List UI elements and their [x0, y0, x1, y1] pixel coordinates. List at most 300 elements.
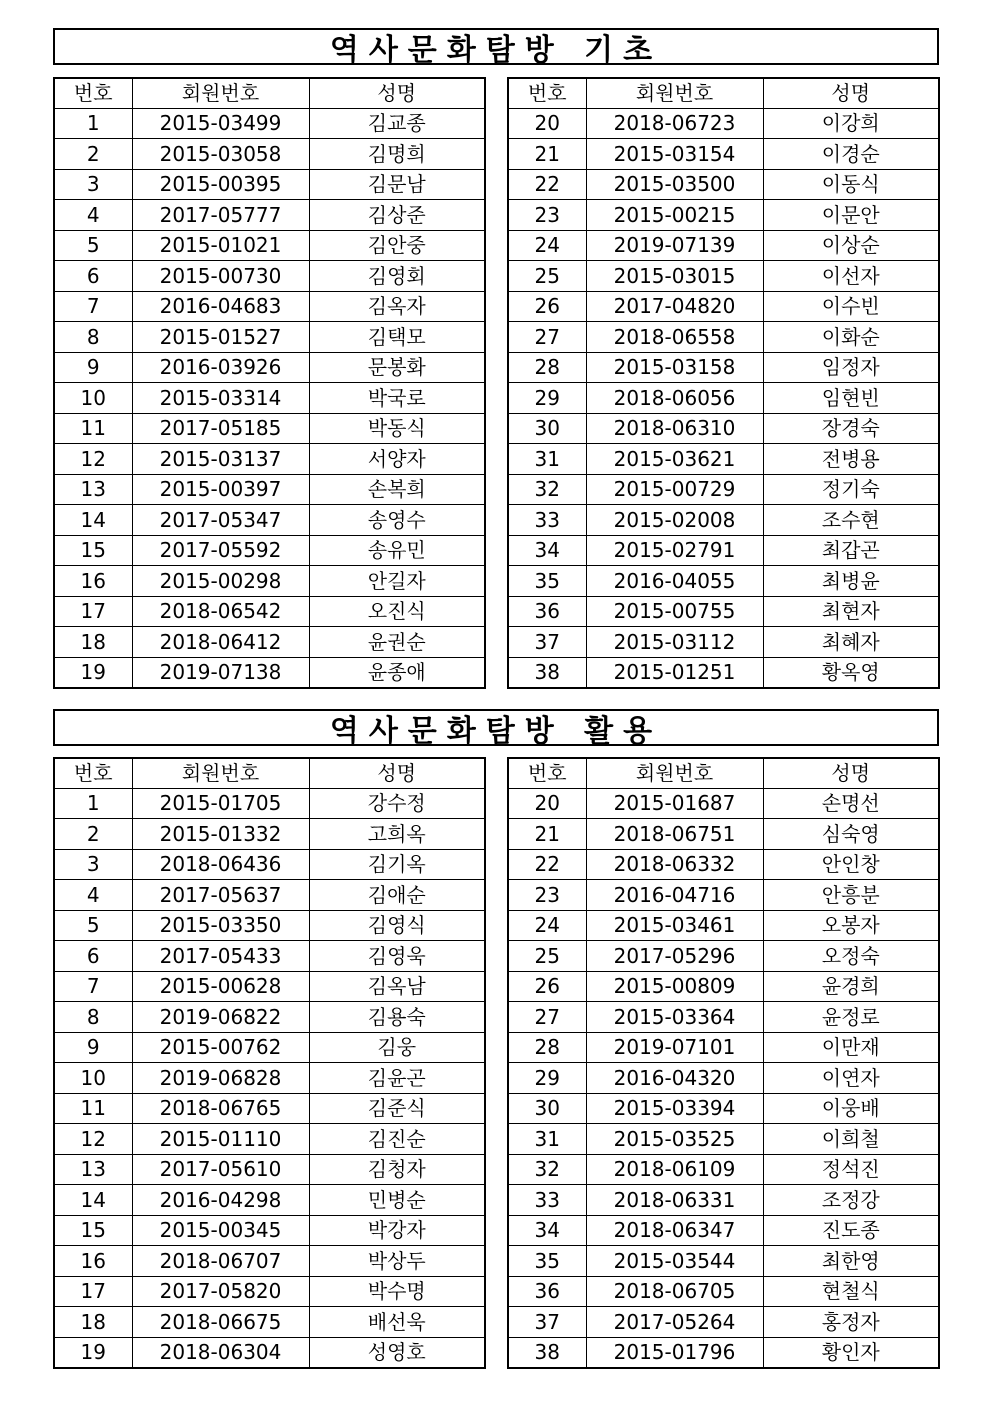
member-id: 2017-04820 [586, 291, 763, 322]
table-row [508, 108, 939, 139]
member-name: 박상두 [309, 1246, 485, 1277]
row-number: 36 [508, 1276, 586, 1307]
member-name: 최현자 [763, 596, 939, 627]
member-name: 안인창 [763, 849, 939, 880]
member-name: 김문남 [309, 169, 485, 200]
member-id: 2015-03158 [586, 352, 763, 383]
member-id: 2017-05185 [132, 413, 309, 444]
row-number: 6 [54, 261, 132, 292]
row-number: 13 [54, 474, 132, 505]
member-id: 2015-00345 [132, 1215, 309, 1246]
row-number: 14 [54, 1185, 132, 1216]
member-id: 2016-04055 [586, 566, 763, 597]
member-id: 2019-06828 [132, 1063, 309, 1094]
member-id: 2017-05610 [132, 1154, 309, 1185]
member-name: 홍정자 [763, 1307, 939, 1338]
row-number: 30 [508, 1093, 586, 1124]
row-number: 4 [54, 200, 132, 231]
row-number: 20 [508, 108, 586, 139]
member-name: 이희철 [763, 1124, 939, 1155]
member-name: 김애순 [309, 880, 485, 911]
member-name: 고희옥 [309, 819, 485, 850]
member-name: 오봉자 [763, 910, 939, 941]
member-id: 2015-00298 [132, 566, 309, 597]
member-id: 2015-00730 [132, 261, 309, 292]
member-name: 이웅배 [763, 1093, 939, 1124]
member-name: 이화순 [763, 322, 939, 353]
table-row [508, 352, 939, 383]
roster-table-basic-right [507, 77, 940, 689]
member-id: 2018-06310 [586, 413, 763, 444]
table-row [54, 819, 485, 850]
table-row [508, 1124, 939, 1155]
table-row [508, 383, 939, 414]
member-name: 손복희 [309, 474, 485, 505]
table-row [54, 1002, 485, 1033]
row-number: 16 [54, 1246, 132, 1277]
member-id: 2018-06558 [586, 322, 763, 353]
column-header-member-name: 성명 [309, 758, 485, 788]
section-title-applied: 역사문화탐방 활용 [53, 709, 939, 746]
member-id: 2018-06675 [132, 1307, 309, 1338]
row-number: 31 [508, 1124, 586, 1155]
table-row [54, 1337, 485, 1368]
row-number: 13 [54, 1154, 132, 1185]
table-row [54, 413, 485, 444]
member-name: 안길자 [309, 566, 485, 597]
member-id: 2015-03154 [586, 139, 763, 170]
row-number: 33 [508, 1185, 586, 1216]
row-number: 7 [54, 971, 132, 1002]
table-row [508, 535, 939, 566]
member-id: 2016-04298 [132, 1185, 309, 1216]
table-row [508, 322, 939, 353]
row-number: 25 [508, 261, 586, 292]
member-id: 2015-00762 [132, 1032, 309, 1063]
member-id: 2018-06765 [132, 1093, 309, 1124]
row-number: 29 [508, 383, 586, 414]
table-row [508, 1215, 939, 1246]
header-row [54, 78, 485, 108]
member-id: 2018-06436 [132, 849, 309, 880]
member-id: 2016-03926 [132, 352, 309, 383]
member-name: 김옥남 [309, 971, 485, 1002]
row-number: 5 [54, 910, 132, 941]
row-number: 34 [508, 1215, 586, 1246]
member-id: 2018-06412 [132, 627, 309, 658]
member-name: 박강자 [309, 1215, 485, 1246]
table-row [54, 1185, 485, 1216]
row-number: 37 [508, 627, 586, 658]
member-name: 김교종 [309, 108, 485, 139]
member-id: 2015-03621 [586, 444, 763, 475]
table-row [508, 1002, 939, 1033]
member-id: 2017-05820 [132, 1276, 309, 1307]
section-title-basic: 역사문화탐방 기초 [53, 28, 939, 65]
member-name: 서양자 [309, 444, 485, 475]
member-name: 이강희 [763, 108, 939, 139]
row-number: 25 [508, 941, 586, 972]
member-name: 박동식 [309, 413, 485, 444]
table-row [54, 627, 485, 658]
member-name: 박수명 [309, 1276, 485, 1307]
table-row [508, 941, 939, 972]
member-id: 2015-00809 [586, 971, 763, 1002]
row-number: 12 [54, 1124, 132, 1155]
member-id: 2018-06723 [586, 108, 763, 139]
member-name: 이수빈 [763, 291, 939, 322]
row-number: 24 [508, 910, 586, 941]
member-name: 강수정 [309, 788, 485, 819]
row-number: 16 [54, 566, 132, 597]
member-name: 민병순 [309, 1185, 485, 1216]
member-id: 2015-02791 [586, 535, 763, 566]
table-row [54, 880, 485, 911]
member-id: 2019-07101 [586, 1032, 763, 1063]
member-name: 정석진 [763, 1154, 939, 1185]
header-row [508, 758, 939, 788]
column-header-member-name: 성명 [763, 78, 939, 108]
row-number: 38 [508, 657, 586, 688]
table-row [54, 200, 485, 231]
member-name: 김진순 [309, 1124, 485, 1155]
table-row [54, 1063, 485, 1094]
table-row [54, 352, 485, 383]
member-name: 김택모 [309, 322, 485, 353]
table-row [508, 1093, 939, 1124]
member-id: 2018-06347 [586, 1215, 763, 1246]
row-number: 9 [54, 1032, 132, 1063]
member-name: 김청자 [309, 1154, 485, 1185]
row-number: 11 [54, 1093, 132, 1124]
member-id: 2018-06705 [586, 1276, 763, 1307]
member-name: 송유민 [309, 535, 485, 566]
header-row [508, 78, 939, 108]
table-row [54, 566, 485, 597]
row-number: 26 [508, 971, 586, 1002]
member-name: 윤종애 [309, 657, 485, 688]
member-id: 2015-02008 [586, 505, 763, 536]
member-name: 전병용 [763, 444, 939, 475]
member-name: 안흥분 [763, 880, 939, 911]
row-number: 10 [54, 383, 132, 414]
member-id: 2017-05777 [132, 200, 309, 231]
member-name: 임정자 [763, 352, 939, 383]
table-row [508, 1276, 939, 1307]
member-id: 2017-05264 [586, 1307, 763, 1338]
member-name: 김안중 [309, 230, 485, 261]
member-id: 2015-03137 [132, 444, 309, 475]
member-name: 김용숙 [309, 1002, 485, 1033]
table-row [54, 596, 485, 627]
table-row [508, 910, 939, 941]
table-row [54, 230, 485, 261]
table-row [508, 139, 939, 170]
table-row [508, 444, 939, 475]
row-number: 21 [508, 139, 586, 170]
member-id: 2018-06751 [586, 819, 763, 850]
member-name: 현철식 [763, 1276, 939, 1307]
roster-table-applied-right [507, 757, 940, 1369]
row-number: 12 [54, 444, 132, 475]
member-name: 이상순 [763, 230, 939, 261]
table-row [54, 1154, 485, 1185]
member-name: 김영욱 [309, 941, 485, 972]
member-name: 조정강 [763, 1185, 939, 1216]
row-number: 32 [508, 474, 586, 505]
member-id: 2018-06332 [586, 849, 763, 880]
row-number: 33 [508, 505, 586, 536]
member-id: 2018-06542 [132, 596, 309, 627]
table-row [508, 413, 939, 444]
table-row [54, 535, 485, 566]
table-row [54, 383, 485, 414]
member-name: 황인자 [763, 1337, 939, 1368]
member-name: 최혜자 [763, 627, 939, 658]
member-id: 2015-03314 [132, 383, 309, 414]
row-number: 23 [508, 880, 586, 911]
row-number: 6 [54, 941, 132, 972]
row-number: 5 [54, 230, 132, 261]
member-name: 배선욱 [309, 1307, 485, 1338]
table-row [54, 261, 485, 292]
member-name: 장경숙 [763, 413, 939, 444]
table-row [508, 1032, 939, 1063]
table-row [508, 596, 939, 627]
table-row [508, 200, 939, 231]
table-row [54, 1215, 485, 1246]
member-id: 2015-01796 [586, 1337, 763, 1368]
table-row [508, 788, 939, 819]
member-id: 2018-06056 [586, 383, 763, 414]
table-row [54, 849, 485, 880]
member-id: 2015-00397 [132, 474, 309, 505]
table-row [54, 1093, 485, 1124]
member-name: 정기숙 [763, 474, 939, 505]
member-id: 2017-05637 [132, 880, 309, 911]
member-id: 2015-01110 [132, 1124, 309, 1155]
table-row [508, 657, 939, 688]
table-row [54, 657, 485, 688]
row-number: 18 [54, 627, 132, 658]
column-header-row-number: 번호 [54, 758, 132, 788]
table-row [508, 230, 939, 261]
table-row [54, 788, 485, 819]
member-id: 2018-06707 [132, 1246, 309, 1277]
member-id: 2015-03500 [586, 169, 763, 200]
table-row [54, 474, 485, 505]
row-number: 14 [54, 505, 132, 536]
member-name: 심숙영 [763, 819, 939, 850]
table-row [54, 1276, 485, 1307]
table-row [508, 1337, 939, 1368]
member-name: 김기옥 [309, 849, 485, 880]
member-name: 이경순 [763, 139, 939, 170]
row-number: 36 [508, 596, 586, 627]
member-name: 이문안 [763, 200, 939, 231]
member-name: 김명희 [309, 139, 485, 170]
member-id: 2015-03364 [586, 1002, 763, 1033]
row-number: 19 [54, 1337, 132, 1368]
member-name: 김영식 [309, 910, 485, 941]
member-id: 2015-03499 [132, 108, 309, 139]
row-number: 1 [54, 108, 132, 139]
member-id: 2015-03394 [586, 1093, 763, 1124]
row-number: 18 [54, 1307, 132, 1338]
row-number: 2 [54, 139, 132, 170]
member-name: 윤경희 [763, 971, 939, 1002]
row-number: 22 [508, 169, 586, 200]
member-id: 2017-05433 [132, 941, 309, 972]
member-id: 2016-04716 [586, 880, 763, 911]
column-header-member-id: 회원번호 [586, 78, 763, 108]
member-name: 이선자 [763, 261, 939, 292]
row-number: 7 [54, 291, 132, 322]
member-id: 2015-03058 [132, 139, 309, 170]
member-id: 2015-00729 [586, 474, 763, 505]
member-name: 이만재 [763, 1032, 939, 1063]
row-number: 10 [54, 1063, 132, 1094]
row-number: 26 [508, 291, 586, 322]
table-row [508, 971, 939, 1002]
table-row [508, 261, 939, 292]
column-header-row-number: 번호 [54, 78, 132, 108]
member-id: 2015-03015 [586, 261, 763, 292]
table-row [508, 505, 939, 536]
member-name: 김상준 [309, 200, 485, 231]
member-name: 송영수 [309, 505, 485, 536]
table-row [54, 108, 485, 139]
table-row [54, 1307, 485, 1338]
column-header-member-id: 회원번호 [132, 758, 309, 788]
member-id: 2015-03525 [586, 1124, 763, 1155]
row-number: 27 [508, 1002, 586, 1033]
member-id: 2019-06822 [132, 1002, 309, 1033]
member-name: 성영호 [309, 1337, 485, 1368]
row-number: 21 [508, 819, 586, 850]
row-number: 37 [508, 1307, 586, 1338]
member-id: 2015-00755 [586, 596, 763, 627]
table-row [54, 322, 485, 353]
table-row [54, 169, 485, 200]
member-name: 윤정로 [763, 1002, 939, 1033]
member-name: 조수현 [763, 505, 939, 536]
table-row [508, 819, 939, 850]
member-name: 오정숙 [763, 941, 939, 972]
table-row [54, 1246, 485, 1277]
table-row [54, 941, 485, 972]
row-number: 27 [508, 322, 586, 353]
member-name: 김영회 [309, 261, 485, 292]
member-name: 진도종 [763, 1215, 939, 1246]
row-number: 22 [508, 849, 586, 880]
member-id: 2015-01332 [132, 819, 309, 850]
row-number: 15 [54, 1215, 132, 1246]
row-number: 24 [508, 230, 586, 261]
member-name: 윤권순 [309, 627, 485, 658]
row-number: 35 [508, 1246, 586, 1277]
table-row [54, 444, 485, 475]
column-header-member-id: 회원번호 [132, 78, 309, 108]
member-id: 2017-05347 [132, 505, 309, 536]
member-id: 2015-01527 [132, 322, 309, 353]
column-header-row-number: 번호 [508, 78, 586, 108]
member-id: 2015-01687 [586, 788, 763, 819]
table-row [508, 1307, 939, 1338]
table-row [54, 505, 485, 536]
table-row [508, 627, 939, 658]
row-number: 2 [54, 819, 132, 850]
table-row [508, 1246, 939, 1277]
table-row [508, 474, 939, 505]
member-name: 임현빈 [763, 383, 939, 414]
table-row [508, 566, 939, 597]
member-id: 2015-00215 [586, 200, 763, 231]
member-id: 2017-05296 [586, 941, 763, 972]
table-row [54, 139, 485, 170]
roster-table-basic-left [53, 77, 486, 689]
member-id: 2015-03544 [586, 1246, 763, 1277]
member-id: 2019-07139 [586, 230, 763, 261]
member-id: 2018-06331 [586, 1185, 763, 1216]
row-number: 4 [54, 880, 132, 911]
row-number: 28 [508, 1032, 586, 1063]
table-row [54, 971, 485, 1002]
column-header-row-number: 번호 [508, 758, 586, 788]
table-row [508, 1154, 939, 1185]
member-id: 2015-01705 [132, 788, 309, 819]
column-header-member-name: 성명 [763, 758, 939, 788]
member-id: 2015-00395 [132, 169, 309, 200]
column-header-member-name: 성명 [309, 78, 485, 108]
table-row [508, 849, 939, 880]
member-id: 2016-04683 [132, 291, 309, 322]
row-number: 9 [54, 352, 132, 383]
table-row [508, 1063, 939, 1094]
member-id: 2015-03461 [586, 910, 763, 941]
member-name: 박국로 [309, 383, 485, 414]
member-id: 2018-06304 [132, 1337, 309, 1368]
row-number: 19 [54, 657, 132, 688]
member-id: 2016-04320 [586, 1063, 763, 1094]
table-row [54, 291, 485, 322]
row-number: 38 [508, 1337, 586, 1368]
member-name: 최한영 [763, 1246, 939, 1277]
row-number: 11 [54, 413, 132, 444]
member-name: 문봉화 [309, 352, 485, 383]
member-name: 이연자 [763, 1063, 939, 1094]
row-number: 23 [508, 200, 586, 231]
member-id: 2019-07138 [132, 657, 309, 688]
member-id: 2015-03112 [586, 627, 763, 658]
column-header-member-id: 회원번호 [586, 758, 763, 788]
table-row [54, 1124, 485, 1155]
member-name: 김준식 [309, 1093, 485, 1124]
member-id: 2015-01251 [586, 657, 763, 688]
member-name: 오진식 [309, 596, 485, 627]
member-name: 최갑곤 [763, 535, 939, 566]
member-name: 최병윤 [763, 566, 939, 597]
member-name: 손명선 [763, 788, 939, 819]
table-row [508, 169, 939, 200]
row-number: 20 [508, 788, 586, 819]
row-number: 17 [54, 596, 132, 627]
row-number: 35 [508, 566, 586, 597]
table-row [54, 1032, 485, 1063]
member-name: 김웅 [309, 1032, 485, 1063]
table-row [508, 291, 939, 322]
row-number: 30 [508, 413, 586, 444]
